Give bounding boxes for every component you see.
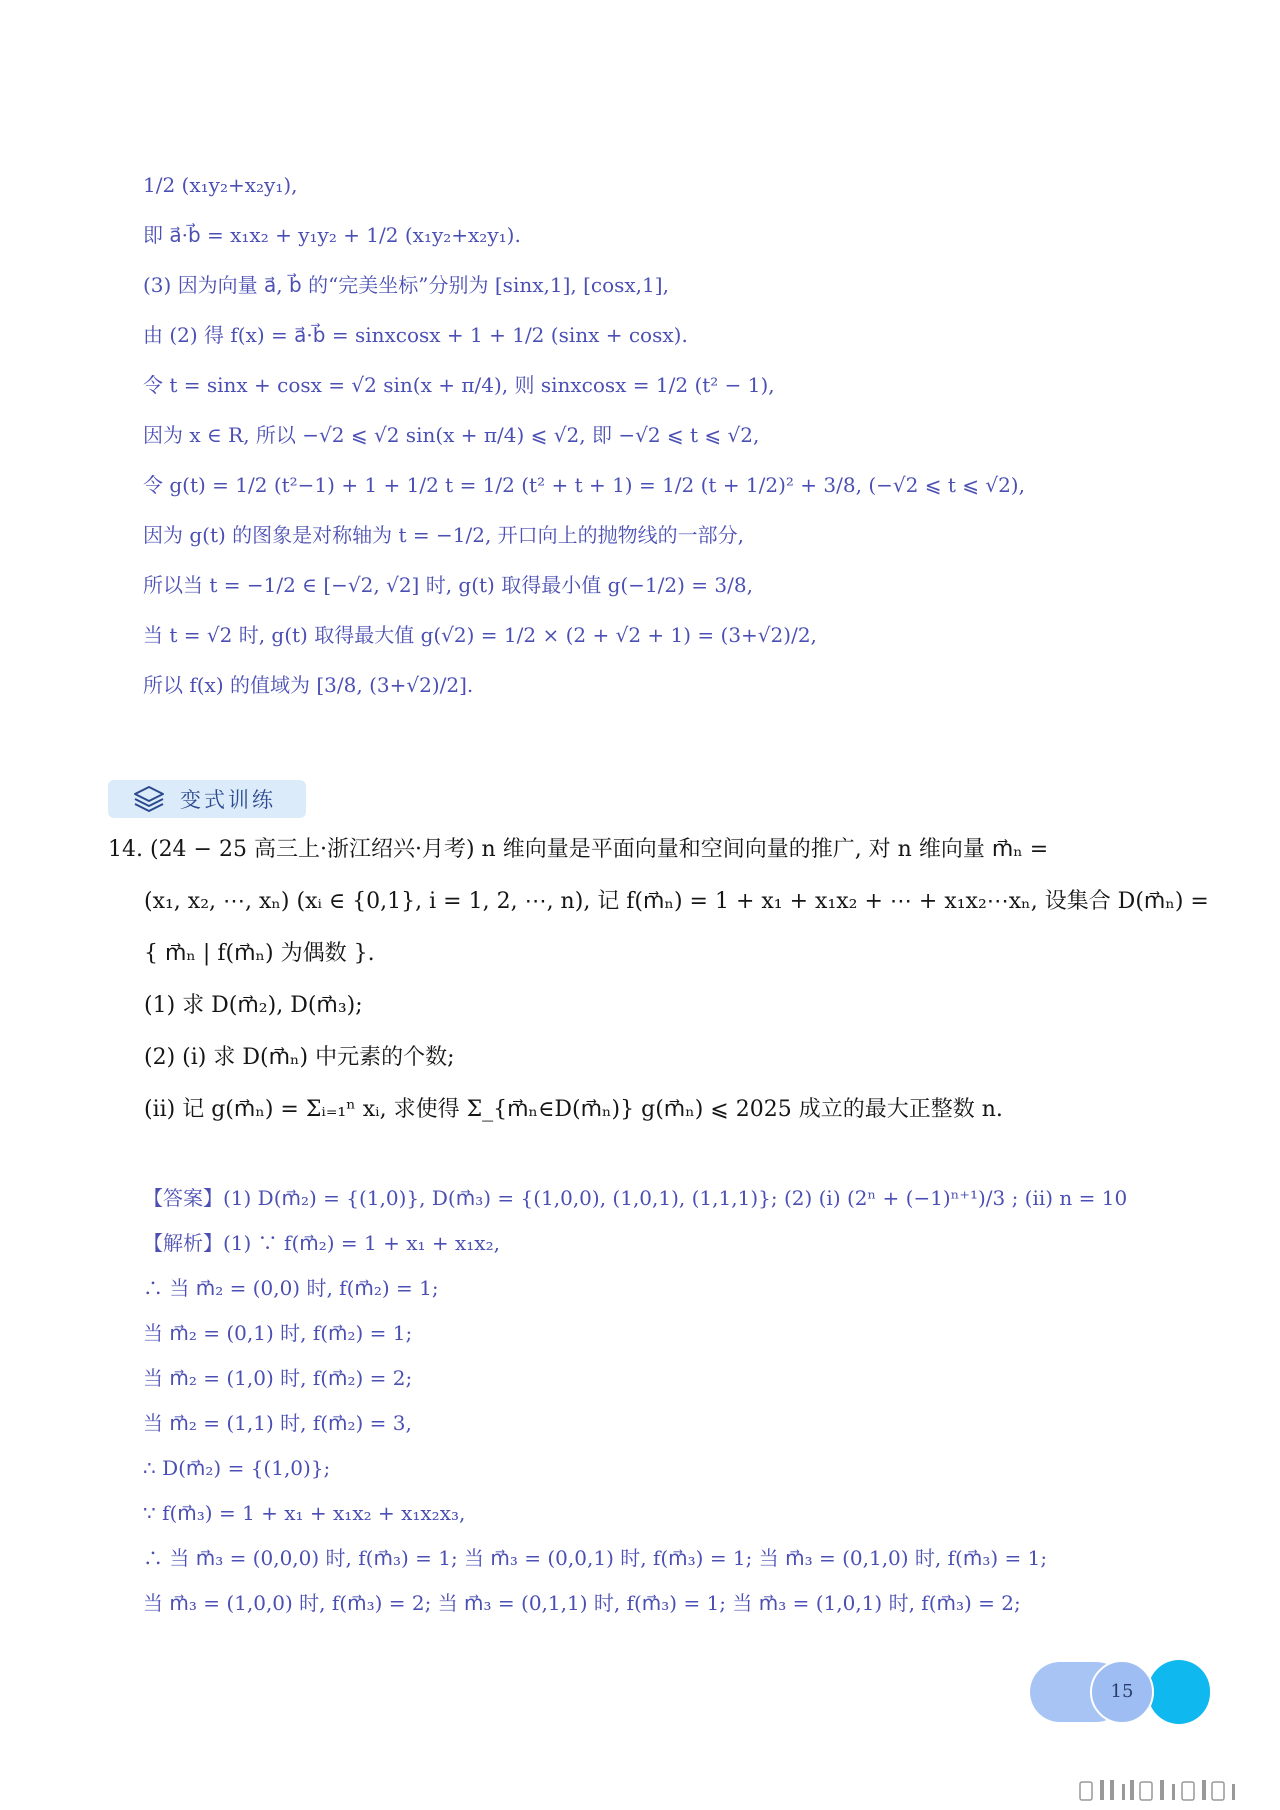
answer-line: 【答案】(1) D(m⃗₂) = {(1,0)}, D(m⃗₃) = {(1,0,0), (1,0,1), (1,1,1)}; (2) (i) (2ⁿ + (−1)ⁿ⁺¹)/3 ; (ii) n = 10 (143, 1186, 1128, 1210)
analysis-line: ∴ D(m⃗₂) = {(1,0)}; (143, 1456, 331, 1480)
problem-line: (x₁, x₂, ⋯, xₙ) (xᵢ ∈ {0,1}, i = 1, 2, ⋯, n), 记 f(m⃗ₙ) = 1 + x₁ + x₁x₂ + ⋯ + x₁x₂⋯xₙ, 设集合 D(m⃗ₙ) = (144, 889, 1209, 914)
solution-line: 即 a⃗·b⃗ = x₁x₂ + y₁y₂ + 1/2 (x₁y₂+x₂y₁). (143, 223, 521, 247)
solution-line: 令 t = sinx + cosx = √2 sin(x + π/4), 则 sinxcosx = 1/2 (t² − 1), (143, 373, 775, 397)
solution-line: 当 t = √2 时, g(t) 取得最大值 g(√2) = 1/2 × (2 + √2 + 1) = (3+√2)/2, (143, 623, 817, 647)
layers-icon (132, 784, 166, 814)
previous-solution-block (143, 160, 1153, 710)
analysis-line: 当 m⃗₃ = (1,0,0) 时, f(m⃗₃) = 2; 当 m⃗₃ = (0,1,1) 时, f(m⃗₃) = 1; 当 m⃗₃ = (1,0,1) 时, f(m⃗₃) = 2; (143, 1591, 1021, 1615)
solution-line: 所以当 t = −1/2 ∈ [−√2, √2] 时, g(t) 取得最小值 g(−1/2) = 3/8, (143, 573, 753, 597)
analysis-line: 当 m⃗₂ = (1,1) 时, f(m⃗₂) = 3, (143, 1411, 412, 1435)
solution-line: (3) 因为向量 a⃗, b⃗ 的“完美坐标”分别为 [sinx,1], [cosx,1], (143, 273, 669, 297)
solution-line: 所以 f(x) 的值域为 [3/8, (3+√2)/2]. (143, 673, 474, 697)
solution-line: 因为 g(t) 的图象是对称轴为 t = −1/2, 开口向上的抛物线的一部分, (143, 523, 745, 547)
section-title: 变式训练 (180, 788, 276, 812)
solution-line: 由 (2) 得 f(x) = a⃗·b⃗ = sinxcosx + 1 + 1/2 (sinx + cosx). (143, 323, 688, 347)
section-header (108, 780, 306, 818)
problem-part: (1) 求 D(m⃗₂), D(m⃗₃); (144, 993, 363, 1018)
problem-part: (2) (i) 求 D(m⃗ₙ) 中元素的个数; (144, 1045, 455, 1070)
analysis-line: 当 m⃗₂ = (1,0) 时, f(m⃗₂) = 2; (143, 1366, 413, 1390)
solution-line: 令 g(t) = 1/2 (t²−1) + 1 + 1/2 t = 1/2 (t² + t + 1) = 1/2 (t + 1/2)² + 3/8, (−√2 ⩽ t ⩽ √2), (143, 473, 1025, 497)
problem-line: 14. (24 − 25 高三上·浙江绍兴·月考) n 维向量是平面向量和空间向量的推广, 对 n 维向量 m⃗ₙ = (108, 837, 1049, 862)
problem-part: (ii) 记 g(m⃗ₙ) = Σᵢ₌₁ⁿ xᵢ, 求使得 Σ_{m⃗ₙ∈D(m⃗ₙ)} g(m⃗ₙ) ⩽ 2025 成立的最大正整数 n. (144, 1097, 1003, 1122)
analysis-line: ∵ f(m⃗₃) = 1 + x₁ + x₁x₂ + x₁x₂x₃, (143, 1501, 466, 1525)
problem-line: { m⃗ₙ | f(m⃗ₙ) 为偶数 }. (144, 941, 375, 966)
analysis-line: 【解析】(1) ∵ f(m⃗₂) = 1 + x₁ + x₁x₂, (143, 1231, 500, 1255)
watermark-bars-icon (1060, 1774, 1260, 1804)
solution-line: 因为 x ∈ R, 所以 −√2 ⩽ √2 sin(x + π/4) ⩽ √2, 即 −√2 ⩽ t ⩽ √2, (143, 423, 760, 447)
problem-14 (108, 824, 1209, 1136)
badge-circle-right (1148, 1660, 1210, 1724)
analysis-line: ∴ 当 m⃗₂ = (0,0) 时, f(m⃗₂) = 1; (143, 1276, 439, 1300)
analysis-line: ∴ 当 m⃗₃ = (0,0,0) 时, f(m⃗₃) = 1; 当 m⃗₃ = (0,0,1) 时, f(m⃗₃) = 1; 当 m⃗₃ = (0,1,0) 时, f(m⃗₃) = 1; (143, 1546, 1048, 1570)
page-number: 15 (1110, 1681, 1134, 1702)
page-number-badge (1030, 1660, 1210, 1724)
solution-line: 1/2 (x₁y₂+x₂y₁), (143, 173, 298, 197)
answer-block (143, 1176, 1193, 1626)
analysis-line: 当 m⃗₂ = (0,1) 时, f(m⃗₂) = 1; (143, 1321, 413, 1345)
